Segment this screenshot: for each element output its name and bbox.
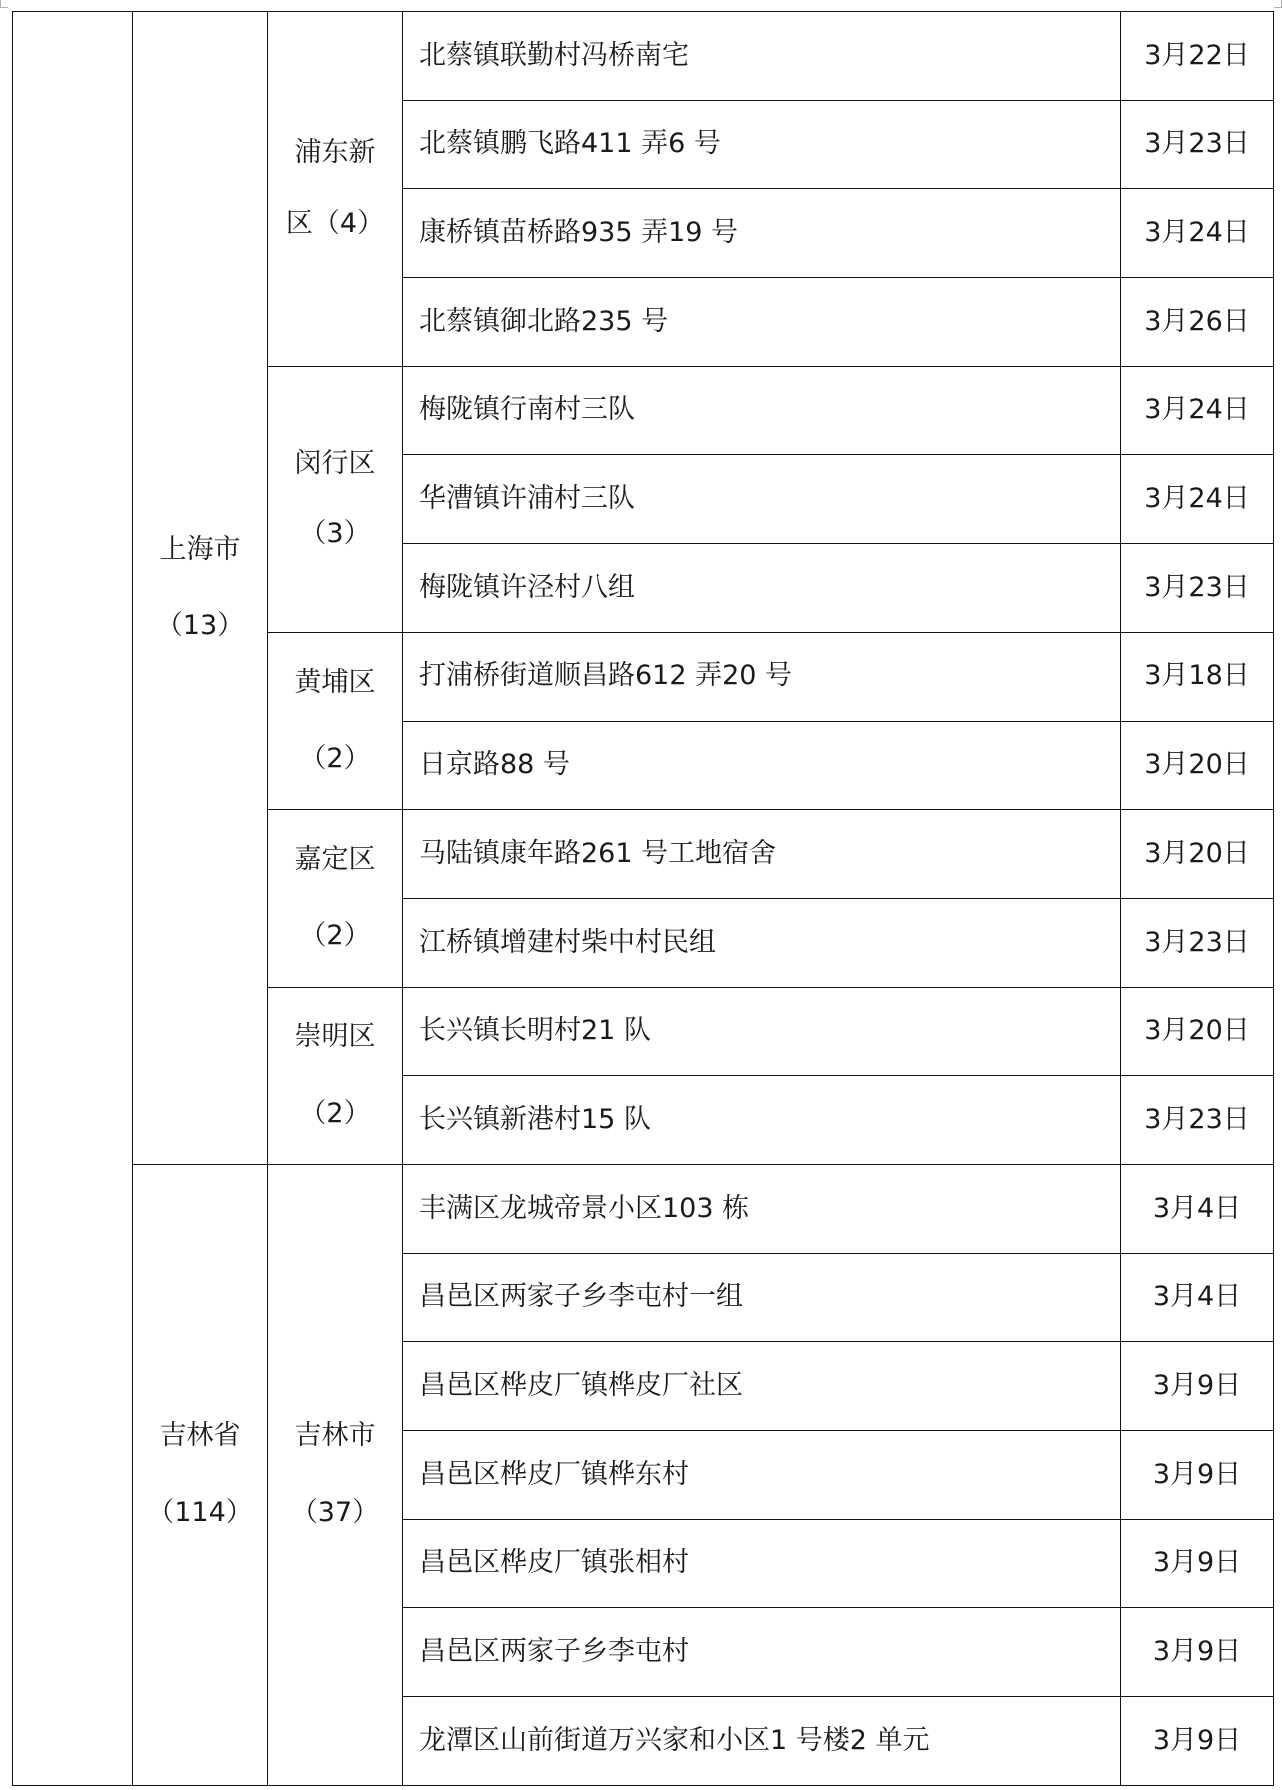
date-cell: 3月9日	[1121, 1697, 1274, 1786]
date-cell: 3月23日	[1121, 544, 1274, 633]
date-cell: 3月9日	[1121, 1431, 1274, 1520]
district-name: 闵行区	[294, 447, 376, 479]
location-table	[12, 11, 1274, 1786]
date-cell: 3月9日	[1121, 1608, 1274, 1697]
district-count: （2）	[299, 743, 371, 774]
address-cell: 梅陇镇行南村三队	[403, 366, 1121, 455]
district-count: （2）	[299, 1097, 371, 1129]
table-row	[13, 1164, 1274, 1253]
date-cell: 3月4日	[1121, 1253, 1274, 1342]
address-cell: 昌邑区两家子乡李屯村一组	[403, 1253, 1121, 1342]
address-cell: 北蔡镇鹏飞路411 弄6 号	[403, 100, 1121, 189]
province-cell	[133, 12, 268, 1165]
district-cell	[268, 366, 403, 632]
district-name: 黄埔区	[294, 666, 376, 698]
address-cell: 华漕镇许浦村三队	[403, 455, 1121, 544]
date-cell: 3月23日	[1121, 100, 1274, 189]
address-cell: 龙潭区山前街道万兴家和小区1 号楼2 单元	[403, 1697, 1121, 1786]
district-name: 吉林市	[294, 1420, 376, 1452]
address-cell: 北蔡镇御北路235 号	[403, 278, 1121, 367]
address-cell: 昌邑区桦皮厂镇桦皮厂社区	[403, 1342, 1121, 1431]
date-cell: 3月22日	[1121, 12, 1274, 101]
date-cell: 3月24日	[1121, 366, 1274, 455]
page-corner-mark-right-h	[1274, 7, 1282, 8]
date-cell: 3月20日	[1121, 987, 1274, 1076]
date-cell: 3月23日	[1121, 898, 1274, 987]
district-cell	[268, 1164, 403, 1785]
date-cell: 3月23日	[1121, 1076, 1274, 1165]
district-name: 浦东新	[294, 137, 376, 169]
province-count: （13）	[155, 609, 245, 641]
blank-index-cell	[13, 12, 133, 1786]
district-cell	[268, 12, 403, 367]
province-name: 上海市	[159, 533, 241, 565]
district-name: 嘉定区	[294, 843, 376, 875]
address-cell: 打浦桥街道顺昌路612 弄20 号	[403, 632, 1121, 721]
address-cell: 江桥镇增建村柴中村民组	[403, 898, 1121, 987]
date-cell: 3月24日	[1121, 455, 1274, 544]
province-cell	[133, 1164, 268, 1785]
address-cell: 马陆镇康年路261 号工地宿舍	[403, 810, 1121, 899]
date-cell: 3月4日	[1121, 1164, 1274, 1253]
district-cell	[268, 987, 403, 1164]
date-cell: 3月20日	[1121, 810, 1274, 899]
date-cell: 3月9日	[1121, 1519, 1274, 1608]
table-row	[13, 12, 1274, 101]
address-cell: 梅陇镇许泾村八组	[403, 544, 1121, 633]
district-count: （37）	[290, 1496, 380, 1528]
address-cell: 丰满区龙城帝景小区103 栋	[403, 1164, 1121, 1253]
district-count: （3）	[299, 518, 371, 550]
address-cell: 昌邑区桦皮厂镇张相村	[403, 1519, 1121, 1608]
address-cell: 长兴镇长明村21 队	[403, 987, 1121, 1076]
province-name: 吉林省	[159, 1420, 241, 1452]
date-cell: 3月24日	[1121, 189, 1274, 278]
district-cell	[268, 810, 403, 987]
district-cell	[268, 632, 403, 809]
address-cell: 昌邑区两家子乡李屯村	[403, 1608, 1121, 1697]
date-cell: 3月18日	[1121, 632, 1274, 721]
date-cell: 3月9日	[1121, 1342, 1274, 1431]
district-name: 崇明区	[294, 1021, 376, 1053]
district-count: （2）	[299, 920, 371, 952]
date-cell: 3月26日	[1121, 278, 1274, 367]
address-cell: 昌邑区桦皮厂镇桦东村	[403, 1431, 1121, 1520]
district-count: 区（4）	[285, 207, 385, 239]
province-count: （114）	[147, 1496, 253, 1528]
address-cell: 长兴镇新港村15 队	[403, 1076, 1121, 1165]
address-cell: 康桥镇苗桥路935 弄19 号	[403, 189, 1121, 278]
address-cell: 北蔡镇联勤村冯桥南宅	[403, 12, 1121, 101]
page-corner-mark-left-h	[0, 7, 8, 8]
address-cell: 日京路88 号	[403, 721, 1121, 810]
date-cell: 3月20日	[1121, 721, 1274, 810]
